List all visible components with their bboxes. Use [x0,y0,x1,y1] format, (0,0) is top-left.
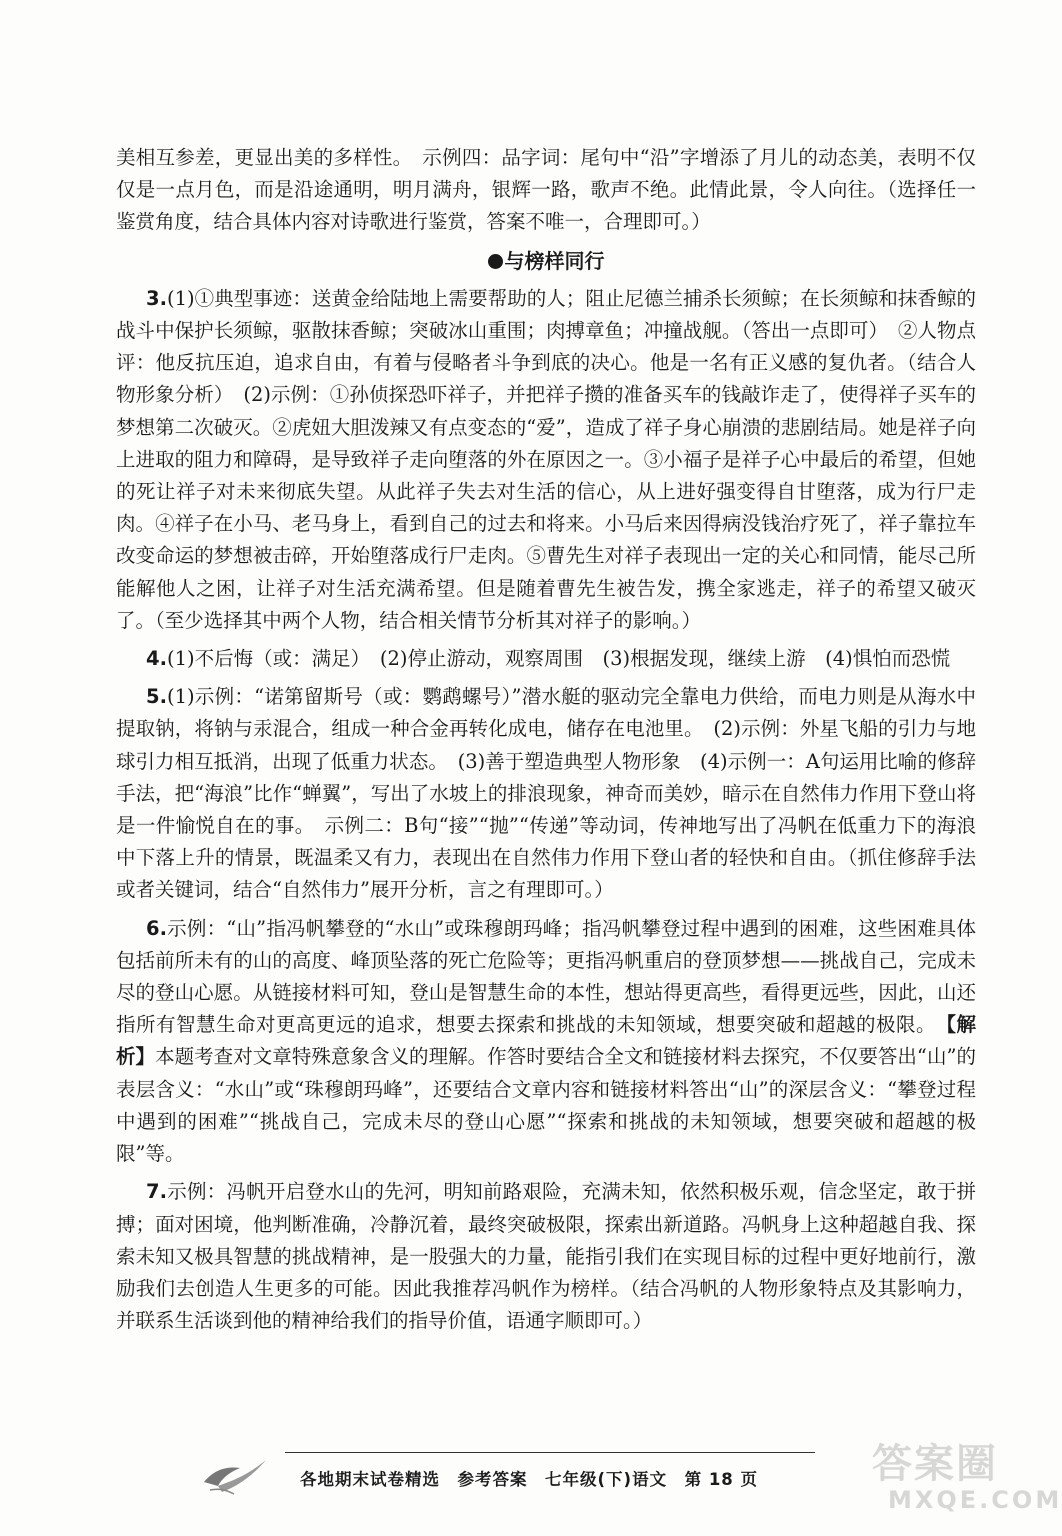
question-7 [116,1176,976,1337]
section-title [116,245,976,277]
question-4-number: 4. [146,647,167,671]
question-5-text: (1)示例：“诺第留斯号（或：鹦鹉螺号）”潜水艇的驱动完全靠电力供给，而电力则是从海水中提取钠，将钠与汞混合，组成一种合金再转化成电，储存在电池里。 (2)示例：外星飞船的引力与地球引力相互抵消，出现了低重力状态。 (3)善于塑造典型人物形象 (4)示例一：A句运用比喻的修辞手法，把“海浪”比作“蝉翼”，写出了水坡上的排浪现象，神奇而美妙，暗示在自然伟力作用下登山将是一件愉悦自在的事。 示例二：B句“接”“抛”“传递”等动词，传神地写出了冯帆在低重力下的海浪中下落上升的情景，既温柔又有力，表现出在自然伟力作用下登山者的轻快和自由。（抓住修辞手法或者关键词，结合“自然伟力”展开分析，言之有理即可。） [116,685,976,902]
swallow-logo-icon [200,1452,270,1496]
question-6-answer: 示例：“山”指冯帆攀登的“水山”或珠穆朗玛峰；指冯帆攀登过程中遇到的困难，这些困难具体包括前所未有的山的高度、峰顶坠落的死亡危险等；更指冯帆重启的登顶梦想——挑战自己，完成未尽的登山心愿。从链接材料可知，登山是智慧生命的本性，想站得更高些，看得更远些，因此，山还指所有智慧生命对更高更远的追求，想要去探索和挑战的未知领域，想要突破和超越的极限。 [116,916,976,1037]
question-6 [116,913,976,1171]
question-5-number: 5. [146,685,167,709]
question-4-text: (1)不后悔（或：满足） (2)停止游动，观察周围 (3)根据发现，继续上游 (4)惧怕而恐慌 [166,647,951,671]
question-3 [116,283,976,637]
question-4 [116,643,976,675]
watermark-bottom-text: MXQE.COM [888,1486,1062,1514]
watermark-top-text: 答案圈 [872,1441,998,1487]
bullet-icon [488,254,503,269]
question-5 [116,681,976,906]
question-3-text: (1)①典型事迹：送黄金给陆地上需要帮助的人；阻止尼德兰捕杀长须鲸；在长须鲸和抹香鲸的战斗中保护长须鲸，驱散抹香鲸；突破冰山重围；肉搏章鱼；冲撞战舰。（答出一点即可） ②人物点评：他反抗压迫，追求自由，有着与侵略者斗争到底的决心。他是一名有正义感的复仇者。（结合人物形象分析） (2)示例：①孙侦探恐吓祥子，并把祥子攒的准备买车的钱敲诈走了，使得祥子买车的梦想第二次破灭。②虎妞大胆泼辣又有点变态的“爱”，造成了祥子身心崩溃的悲剧结局。她是祥子向上进取的阻力和障碍，是导致祥子走向堕落的外在原因之一。③小福子是祥子心中最后的希望，但她的死让祥子对未来彻底失望。从此祥子失去对生活的信心，从上进好强变得自甘堕落，成为行尸走肉。④祥子在小马、老马身上，看到自己的过去和将来。小马后来因得病没钱治疗死了，祥子靠拉车改变命运的梦想被击碎，开始堕落成行尸走肉。⑤曹先生对祥子表现出一定的关心和同情，能尽己所能解他人之困，让祥子对生活充满希望。但是随着曹先生被告发，携全家逃走，祥子的希望又破灭了。（至少选择其中两个人物，结合相关情节分析其对祥子的影响。） [116,286,976,632]
intro-paragraph: 美相互参差，更显出美的多样性。 示例四：品字词：尾句中“沿”字增添了月儿的动态美，表明不仅仅是一点月色，而是沿途通明，明月满舟，银辉一路，歌声不绝。此情此景，令人向往。（选择任一鉴赏角度，结合具体内容对诗歌进行鉴赏，答案不唯一，合理即可。） [116,146,976,234]
question-3-number: 3. [146,286,167,310]
question-7-text: 示例：冯帆开启登水山的先河，明知前路艰险，充满未知，依然积极乐观，信念坚定，敢于拼搏；面对困境，他判断准确，冷静沉着，最终突破极限，探索出新道路。冯帆身上这种超越自我、探索未知又极具智慧的挑战精神，是一股强大的力量，能指引我们在实现目标的过程中更好地前行，激励我们去创造人生更多的可能。因此我推荐冯帆作为榜样。（结合冯帆的人物形象特点及其影响力，并联系生活谈到他的精神给我们的指导价值，语通字顺即可。） [116,1180,976,1333]
question-7-number: 7. [146,1180,167,1204]
question-6-number: 6. [146,916,167,940]
section-title-text: 与榜样同行 [504,248,605,273]
footer-rule [285,1452,815,1453]
analysis-tag: 【解析】 [116,1013,976,1069]
footer-text: 各地期末试卷精选 参考答案 七年级(下)语文 第 18 页 [300,1470,759,1489]
question-6-analysis: 本题考查对文章特殊意象含义的理解。作答时要结合全文和链接材料去探究，不仅要答出“山”的表层含义：“水山”或“珠穆朗玛峰”，还要结合文章内容和链接材料答出“山”的深层含义：“攀登过程中遇到的困难”“挑战自己，完成未尽的登山心愿”“探索和挑战的未知领域，想要突破和超越的极限”等。 [116,1045,976,1166]
answer-page [116,142,976,1343]
watermark-logo [872,1441,1062,1528]
